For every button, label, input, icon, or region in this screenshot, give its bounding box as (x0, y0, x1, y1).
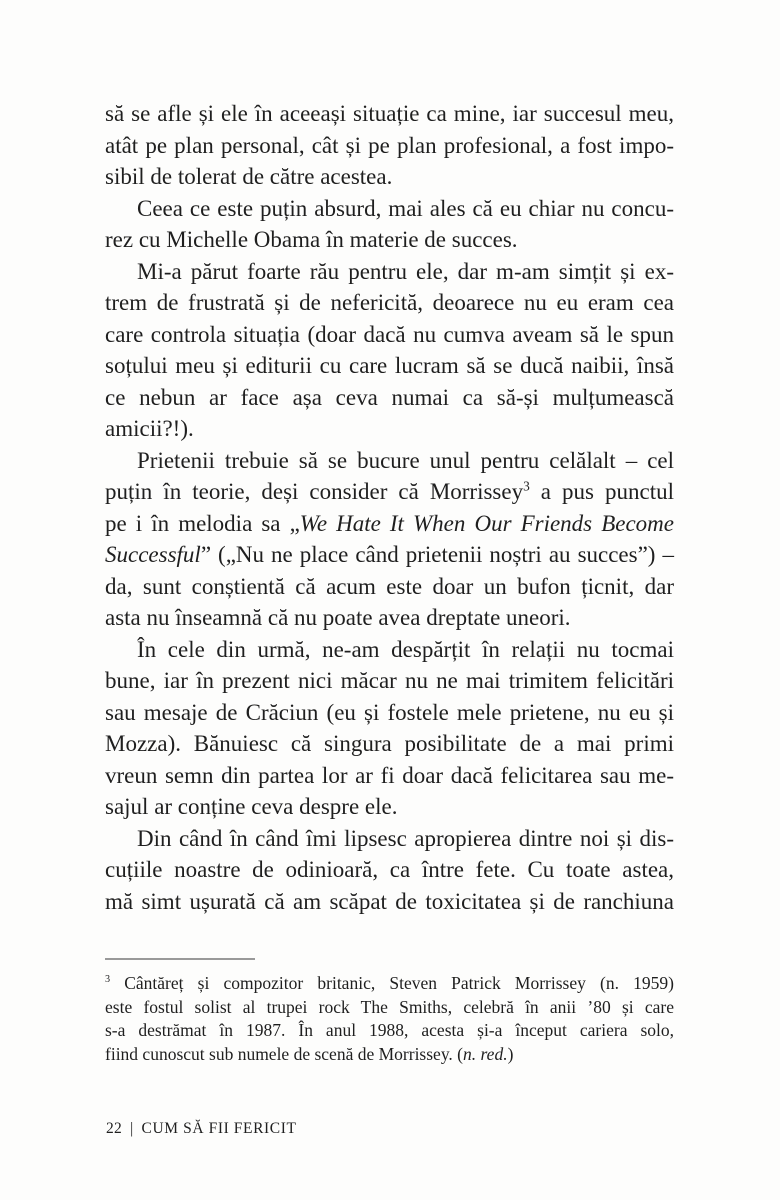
text-segment: Mozza). Bănuiesc că singura posibilitate de a mai primi (105, 731, 674, 756)
footnote (105, 972, 674, 1067)
text-segment: Mi-a părut foarte rău pentru ele, dar m-am simțit și ex- (137, 258, 674, 284)
text-segment: We Hate It When Our Friends Become (299, 510, 674, 536)
text-line (105, 256, 674, 288)
text-line (105, 886, 674, 918)
text-segment: În cele din urmă, ne-am despărțit în relații nu tocmai (137, 636, 674, 662)
text-line (105, 728, 674, 760)
text-line (105, 319, 674, 351)
text-segment: ce nebun ar face așa ceva numai ca să-și mulțumească (105, 384, 674, 410)
text-segment: vreun semn din partea lor ar fi doar dacă felicitarea sau me- (105, 762, 674, 788)
text-segment: să se afle și ele în aceeași situație ca mine, iar succesul meu, (105, 101, 674, 126)
text-line (105, 476, 674, 508)
body-text (105, 98, 674, 917)
text-line (105, 445, 674, 477)
text-line (105, 287, 674, 319)
text-line (105, 413, 674, 445)
text-line (105, 130, 674, 162)
text-line (105, 791, 674, 823)
text-line (105, 602, 674, 634)
text-line (105, 193, 674, 225)
text-segment: Ceea ce este puțin absurd, mai ales că eu chiar nu concu- (137, 195, 674, 221)
text-line (105, 539, 674, 571)
text-segment: puțin în teorie, deși consider că Morrissey (105, 479, 524, 504)
text-segment: Cântăreț și compozitor britanic, Steven Patrick Morrissey (n. 1959) (110, 973, 674, 993)
text-segment: rez cu Michelle Obama în materie de succes. (105, 227, 518, 252)
text-segment: n. red. (463, 1044, 508, 1065)
footnote-rule (105, 958, 255, 960)
text-segment: sajul ar conține ceva despre ele. (105, 794, 398, 819)
text-line (105, 634, 674, 666)
text-segment: trem de frustrată și de nefericită, deoarece nu eu eram cea (105, 290, 674, 315)
text-line (105, 996, 674, 1020)
text-line (105, 161, 674, 193)
text-line (105, 972, 674, 996)
text-line (105, 697, 674, 729)
paragraph (105, 823, 674, 918)
paragraph (105, 193, 674, 256)
text-segment: Din când în când îmi lipsesc apropierea dintre noi și dis- (137, 825, 674, 851)
text-segment: Successful (105, 542, 201, 567)
text-segment: care controla situația (doar dacă nu cumva aveam să le spun (105, 321, 674, 347)
text-line (105, 760, 674, 792)
text-segment: sibil de tolerat de către acestea. (105, 164, 393, 189)
text-segment: bune, iar în prezent nici măcar nu ne mai trimitem felicitări (105, 668, 674, 693)
paragraph (105, 98, 674, 193)
book-title: CUM SĂ FII FERICIT (141, 1120, 297, 1137)
text-segment: ” („Nu ne place când prietenii noștri au succes”) – (200, 542, 674, 567)
text-segment: soțului meu și editurii cu care lucram să se ducă naibii, însă (105, 353, 674, 378)
page-footer (106, 1120, 297, 1138)
text-segment: da, sunt conștientă că acum este doar un bufon țicnit, dar (105, 573, 674, 599)
text-line (105, 571, 674, 603)
text-line (105, 350, 674, 382)
text-segment: pe i în melodia sa „ (105, 510, 300, 536)
text-segment: asta nu înseamnă că nu poate avea dreptate uneori. (105, 605, 571, 630)
text-segment: fiind cunoscut sub numele de scenă de Morrissey. ( (105, 1044, 464, 1065)
text-line (105, 665, 674, 697)
text-line (105, 1019, 674, 1043)
text-segment: mă simt ușurată că am scăpat de toxicitatea și de ranchiuna (105, 888, 674, 914)
text-line (105, 854, 674, 886)
text-line (105, 823, 674, 855)
paragraph (105, 972, 674, 1067)
paragraph (105, 256, 674, 445)
text-segment: atât pe plan personal, cât și pe plan profesional, a fost impo- (105, 132, 674, 158)
paragraph (105, 634, 674, 823)
text-segment: cuțiile noastre de odinioară, ca între fete. Cu toate astea, (105, 857, 674, 882)
text-segment: sau mesaje de Crăciun (eu și fostele mele prietene, nu eu și (105, 699, 674, 725)
text-segment: s-a destrămat în 1987. În anul 1988, acesta și-a început cariera solo, (105, 1020, 674, 1041)
text-segment: ) (507, 1044, 514, 1065)
text-segment: a pus punctul (529, 479, 674, 504)
text-segment: Prietenii trebuie să se bucure unul pentru celălalt – cel (137, 447, 674, 473)
footer-separator: | (130, 1120, 134, 1137)
paragraph (105, 445, 674, 634)
text-line (105, 98, 674, 130)
footnote-reference: 3 (523, 478, 530, 494)
text-segment: amicii?!). (105, 416, 194, 441)
footnote-reference: 3 (105, 974, 111, 986)
text-line (105, 508, 674, 540)
text-line (105, 1043, 674, 1067)
page-number: 22 (106, 1120, 123, 1137)
text-segment: este fostul solist al trupei rock The Smiths, celebră în anii ’80 și care (105, 996, 674, 1017)
text-line (105, 224, 674, 256)
text-line (105, 382, 674, 414)
